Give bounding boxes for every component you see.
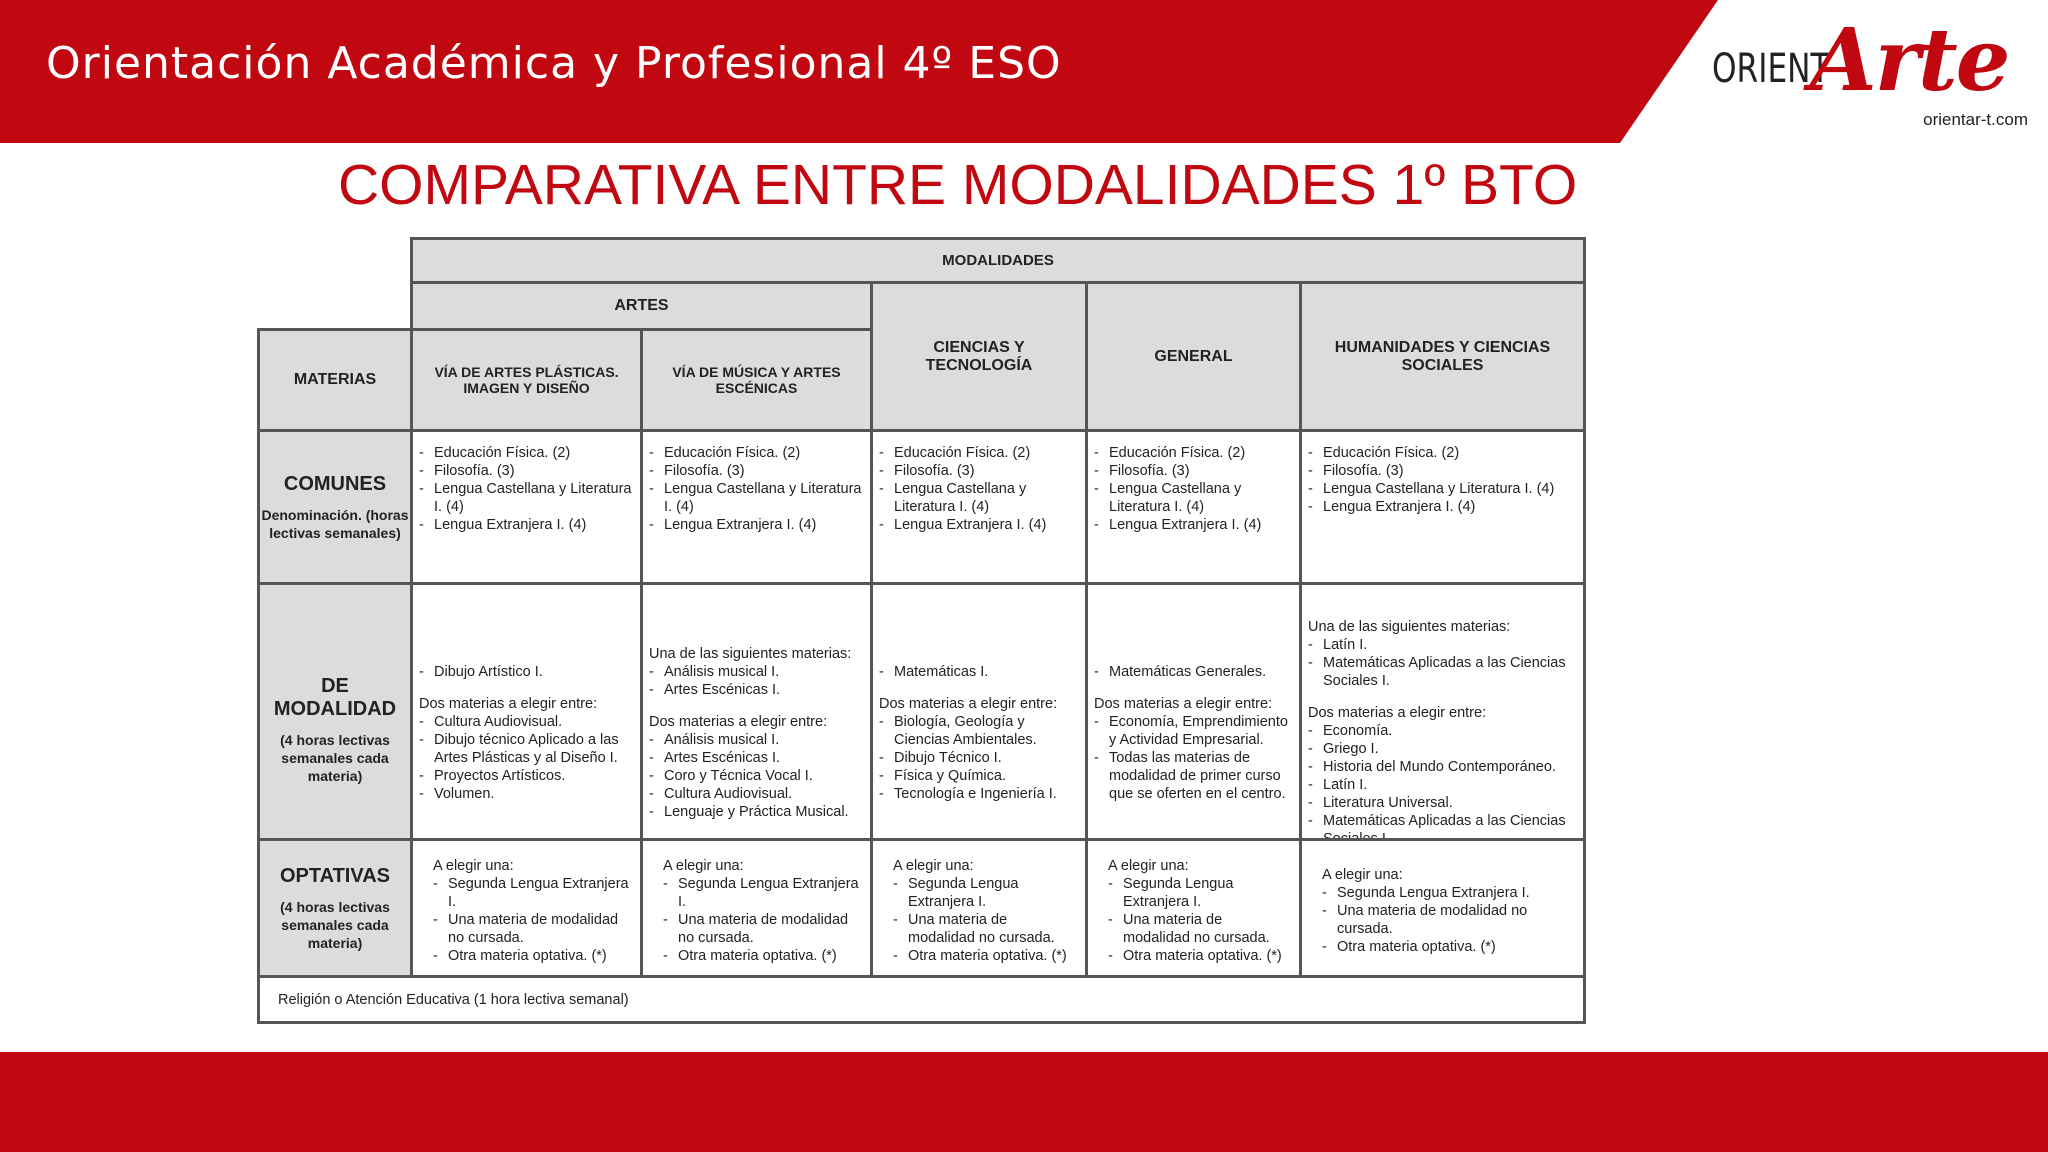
cell-optativas-humanidades	[1299, 838, 1586, 978]
list-item: - Otra materia optativa. (*)	[1322, 938, 1575, 956]
list-item: - Una materia de modalidad no cursada.	[1322, 902, 1575, 938]
list-item: - Segunda Lengua Extranjera I.	[1322, 884, 1575, 902]
list-item: - Coro y Técnica Vocal I.	[649, 767, 862, 785]
modalidades-table	[257, 237, 1586, 1024]
cell-comunes-musica	[640, 429, 873, 585]
col-header-ciencias: CIENCIAS Y TECNOLOGÍA	[870, 281, 1088, 432]
cell-comunes-general	[1085, 429, 1302, 585]
list-item: - Matemáticas I.	[879, 663, 1077, 681]
list-item: - Lengua Extranjera I. (4)	[649, 516, 862, 534]
list-item: - Economía.	[1308, 722, 1575, 740]
list-item: - Educación Física. (2)	[649, 444, 862, 462]
list-item: - Otra materia optativa. (*)	[433, 947, 632, 965]
list-item: - Todas las materias de modalidad de primer curso que se oferten en el centro.	[1094, 749, 1291, 803]
list-item: - Filosofía. (3)	[649, 462, 862, 480]
list-item: - Artes Escénicas I.	[649, 749, 862, 767]
list-item: - Una materia de modalidad no cursada.	[893, 911, 1077, 947]
cell-comunes-ciencias	[870, 429, 1088, 585]
cell-optativas-general	[1085, 838, 1302, 978]
row-title-optativas: OPTATIVAS	[280, 864, 390, 887]
list-item: - Filosofía. (3)	[1094, 462, 1291, 480]
list-item: - Matemáticas Aplicadas a las Ciencias	[1308, 812, 1575, 848]
cell-modalidad-musica	[640, 582, 873, 878]
cell-modalidad-humanidades	[1299, 582, 1586, 878]
modalidades-header: MODALIDADES	[410, 237, 1586, 284]
list-item: - Filosofía. (3)	[879, 462, 1077, 480]
list-item: - Proyectos Artísticos.	[419, 767, 632, 785]
list-item: - Lengua Extranjera I. (4)	[1308, 498, 1575, 516]
logo-orient-text: ORIENT	[1712, 46, 1830, 92]
col-header-artes-plasticas: VÍA DE ARTES PLÁSTICAS. IMAGEN Y DISEÑO	[410, 328, 643, 432]
list-item: - Lengua Castellana y Literatura I. (4)	[419, 480, 632, 516]
choice-intro: A elegir una:	[1108, 858, 1189, 874]
list-item: - Una materia de modalidad no cursada.	[663, 911, 862, 947]
list-item: - Lengua Castellana y Literatura I. (4)	[1094, 480, 1291, 516]
row-sub-modalidad: (4 horas lectivas semanales cada materia)	[280, 732, 390, 784]
list-item: - Lengua Extranjera I. (4)	[419, 516, 632, 534]
list-item: - Matemáticas Generales.	[1094, 663, 1291, 681]
cell-optativas-artes-plasticas	[410, 838, 643, 978]
list-item: - Dibujo Técnico I.	[879, 749, 1077, 767]
col-header-humanidades: HUMANIDADES Y CIENCIAS SOCIALES	[1299, 281, 1586, 432]
cell-optativas-ciencias	[870, 838, 1088, 978]
cell-comunes-artes-plasticas	[410, 429, 643, 585]
list-item: - Lenguaje y Práctica Musical.	[649, 803, 862, 821]
list-item: - Análisis musical I.	[649, 663, 862, 681]
list-item: - Dibujo técnico Aplicado a las Artes Plásticas y al Diseño I.	[419, 731, 632, 767]
list-item: - Griego I.	[1308, 740, 1575, 758]
list-item: - Biología, Geología y Ciencias Ambientales.	[879, 713, 1077, 749]
list-item: - Educación Física. (2)	[879, 444, 1077, 462]
row-label-comunes	[257, 429, 413, 585]
list-item: - Una materia de modalidad no cursada.	[1108, 911, 1291, 947]
list-item: - Cultura Audiovisual.	[419, 713, 632, 731]
list-item: - Cultura Audiovisual.	[649, 785, 862, 803]
table-footer-religion: Religión o Atención Educativa (1 hora lectiva semanal)	[257, 975, 1586, 1024]
list-item: - Lengua Extranjera I. (4)	[879, 516, 1077, 534]
choice-intro: Una de las siguientes materias:	[1308, 619, 1511, 635]
choice-intro: Dos materias a elegir entre:	[1308, 705, 1487, 721]
logo-url: orientar-t.com	[1923, 110, 2028, 129]
list-item: - Análisis musical I.	[649, 731, 862, 749]
list-item: - Tecnología e Ingeniería I.	[879, 785, 1077, 803]
cell-comunes-humanidades	[1299, 429, 1586, 585]
choice-intro: Dos materias a elegir entre:	[879, 696, 1058, 712]
choice-intro: A elegir una:	[1322, 867, 1403, 883]
choice-intro: Dos materias a elegir entre:	[649, 714, 828, 730]
choice-intro: Una de las siguientes materias:	[649, 646, 852, 662]
list-item: - Historia del Mundo Contemporáneo.	[1308, 758, 1575, 776]
col-header-musica: VÍA DE MÚSICA Y ARTES ESCÉNICAS	[640, 328, 873, 432]
choice-intro: Dos materias a elegir entre:	[1094, 696, 1273, 712]
list-item: - Segunda Lengua Extranjera I.	[1108, 875, 1291, 911]
row-title-modalidad: DE MODALIDAD	[273, 675, 397, 720]
list-item: - Lengua Castellana y Literatura I. (4)	[879, 480, 1077, 516]
list-item: - Educación Física. (2)	[1308, 444, 1575, 462]
list-item: - Segunda Lengua Extranjera I.	[663, 875, 862, 911]
cell-modalidad-ciencias	[870, 582, 1088, 878]
list-item: - Artes Escénicas I.	[649, 681, 862, 699]
list-item: - Lengua Castellana y Literatura I. (4)	[649, 480, 862, 516]
cell-optativas-musica	[640, 838, 873, 978]
list-item: - Filosofía. (3)	[419, 462, 632, 480]
list-item: - Matemáticas Aplicadas a las Ciencias Sociales I.	[1308, 654, 1575, 690]
footer-bar	[0, 1052, 2048, 1152]
cell-modalidad-general	[1085, 582, 1302, 878]
list-item: - Filosofía. (3)	[1308, 462, 1575, 480]
list-item: - Segunda Lengua Extranjera I.	[433, 875, 632, 911]
choice-intro: A elegir una:	[433, 858, 514, 874]
logo-arte-text: Arte	[1810, 10, 2009, 111]
row-label-modalidad	[257, 582, 413, 878]
list-item: - Lengua Extranjera I. (4)	[1094, 516, 1291, 534]
list-item: - Educación Física. (2)	[1094, 444, 1291, 462]
col-header-general: GENERAL	[1085, 281, 1302, 432]
list-item: - Lengua Castellana y Literatura I. (4)	[1308, 480, 1575, 498]
list-item: - Literatura Universal.	[1308, 794, 1575, 812]
list-item: - Volumen.	[419, 785, 632, 803]
list-item: - Latín I.	[1308, 776, 1575, 794]
row-sub-comunes: Denominación. (horas lectivas semanales)	[261, 506, 409, 541]
header-title: Orientación Académica y Profesional 4º ESO	[46, 38, 1062, 89]
slide-title: COMPARATIVA ENTRE MODALIDADES 1º BTO	[338, 153, 1578, 217]
row-label-optativas	[257, 838, 413, 978]
brand-logo	[1708, 10, 2038, 140]
materias-header: MATERIAS	[257, 328, 413, 432]
list-item: - Segunda Lengua Extranjera I.	[893, 875, 1077, 911]
list-item: - Latín I.	[1308, 636, 1575, 654]
row-title-comunes: COMUNES	[283, 472, 387, 495]
list-item: - Economía, Emprendimiento y Actividad Empresarial.	[1094, 713, 1291, 749]
row-sub-optativas: (4 horas lectivas semanales cada materia)	[280, 898, 390, 951]
list-item: - Física y Química.	[879, 767, 1077, 785]
list-item: - Otra materia optativa. (*)	[1108, 947, 1291, 965]
choice-intro: Dos materias a elegir entre:	[419, 696, 598, 712]
choice-intro: A elegir una:	[893, 858, 974, 874]
cell-modalidad-artes-plasticas	[410, 582, 643, 878]
list-item: - Otra materia optativa. (*)	[893, 947, 1077, 965]
list-item: - Otra materia optativa. (*)	[663, 947, 862, 965]
artes-header: ARTES	[410, 281, 873, 331]
list-item: - Educación Física. (2)	[419, 444, 632, 462]
list-item: - Una materia de modalidad no cursada.	[433, 911, 632, 947]
choice-intro: A elegir una:	[663, 858, 744, 874]
list-item: - Dibujo Artístico I.	[419, 663, 632, 681]
